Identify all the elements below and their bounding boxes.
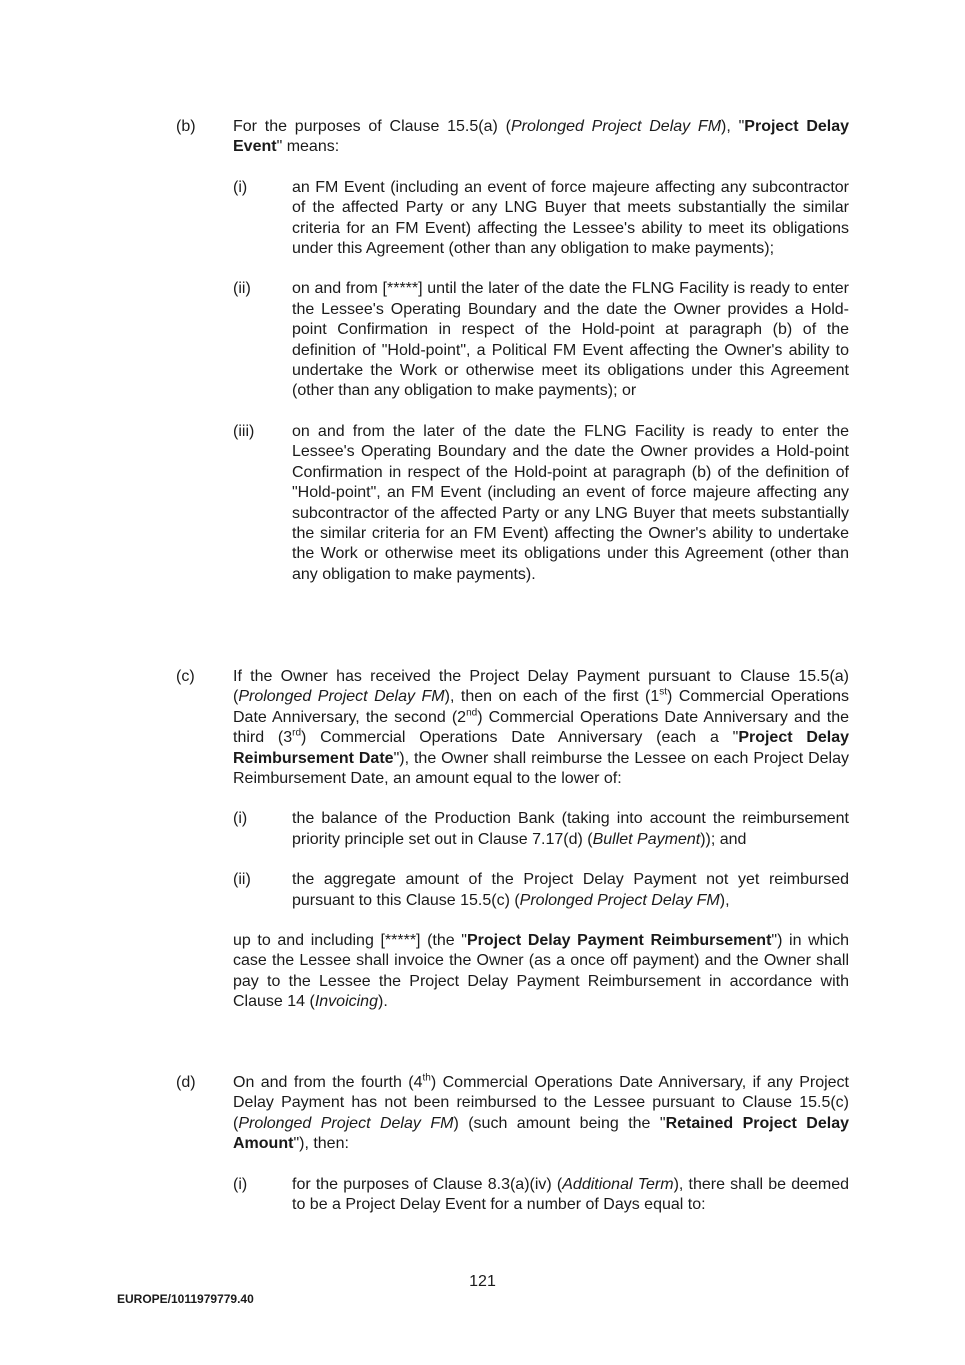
item-text: for the purposes of Clause 8.3(a)(iv) (Additional Term), there shall be deemed to be a Project Delay Event for a number of Days equal to:: [292, 1175, 850, 1214]
paragraph-text: If the Owner has received the Project Delay Payment pursuant to Clause 15.5(a) (Prolonged Project Delay FM), then on each of the first (1st) Commercial Operations Date Anniversary, the second (2nd) Commercial Operations Date Anniversary and the third (3rd) Commercial Operations Date Anniversary (each a "Project Delay Reimbursement Date"), the Owner shall reimburse the Lessee on each Project Delay Reimbursement Date, an amount equal to the lower of:: [233, 668, 850, 788]
paragraph-label: (b): [176, 118, 196, 135]
list-item: [233, 422, 849, 585]
defined-term: Project Delay Payment Reimbursement: [466, 932, 772, 950]
item-text: an FM Event (including an event of force majeure affecting any subcontractor of the affected Party or any LNG Buyer that meets substantially the similar criteria for an FM Event) affecting the Lessee's ability to meet its obligations under this Agreement (other than any obligation to make payments);: [292, 178, 849, 258]
item-label: (ii): [233, 280, 251, 298]
item-label: (i): [233, 810, 248, 828]
defined-term: Retained Project Delay Amount: [233, 1114, 849, 1153]
paragraph-d: [176, 1073, 849, 1215]
list-item: [233, 1175, 849, 1216]
item-label: (i): [233, 178, 248, 196]
list-item: [233, 279, 849, 401]
continuation-text: up to and including [*****] (the "Project Delay Payment Reimbursement") in which case the Lessee shall invoice the Owner (as a once off payment) and the Owner shall pay to the Lessee the Project Delay Payment Reimbursement in accordance with Clause 14 (Invoicing).: [233, 932, 850, 1011]
paragraph-label: (d): [176, 1074, 196, 1091]
item-label: (iii): [233, 422, 255, 440]
paragraph-text: On and from the fourth (4th) Commercial Operations Date Anniversary, if any Project Delay Payment has not been reimbursed to the Lessee pursuant to Clause 15.5(c) (Prolonged Project Delay FM) (such amount being the "Retained Project Delay Amount"), then:: [233, 1072, 849, 1153]
paragraph-label: (c): [176, 668, 195, 685]
defined-term: Project Delay Reimbursement Date: [233, 729, 850, 767]
defined-term: Project Delay Event: [233, 118, 850, 156]
list-item: [233, 870, 849, 911]
item-text: the aggregate amount of the Project Delay Payment not yet reimbursed pursuant to this Clause 15.5(c) (Prolonged Project Delay FM),: [292, 871, 849, 909]
item-text: the balance of the Production Bank (taking into account the reimbursement priority principle set out in Clause 7.17(d) (Bullet Payment)); and: [292, 810, 849, 848]
paragraph-text: For the purposes of Clause 15.5(a) (Prolonged Project Delay FM), "Project Delay Event" means:: [233, 118, 850, 156]
paragraph-c: [176, 667, 849, 1013]
item-text: on and from the later of the date the FLNG Facility is ready to enter the Lessee's Operating Boundary and the date the Owner provides a Hold-point Confirmation in respect of the Hold-point at paragraph (b) of the definition of "Hold-point", an FM Event (including an event of force majeure affecting any subcontractor of the affected Party or any LNG Buyer that meets substantially the similar criteria for an FM Event) affecting the Owner's ability to undertake the Work or otherwise meet its obligations under this Agreement (other than any obligation to make payments).: [292, 422, 849, 583]
item-label: (i): [233, 1175, 248, 1193]
item-label: (ii): [233, 871, 251, 889]
list-item: [233, 809, 849, 850]
document-reference: EUROPE/1011979779.40: [117, 1292, 254, 1306]
page-number: 121: [469, 1273, 496, 1290]
item-text: on and from [*****] until the later of the date the FLNG Facility is ready to enter the Lessee's Operating Boundary and the date the Owner provides a Hold-point Confirmation in respect of the Hold-point at paragraph (b) of the definition of "Hold-point", a Political FM Event affecting the Owner's ability to undertake the Work or otherwise meet its obligations under this Agreement (other than any obligation to make payments); or: [292, 280, 849, 400]
paragraph-b: [176, 117, 849, 585]
list-item: [233, 178, 849, 260]
